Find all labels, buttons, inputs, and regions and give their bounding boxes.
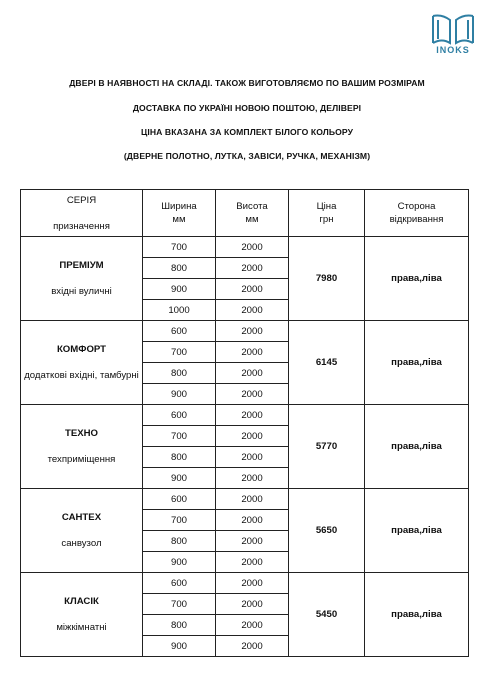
width-cell: 600 bbox=[143, 321, 216, 342]
heading-line-2: ДОСТАВКА ПО УКРАЇНІ НОВОЮ ПОШТОЮ, ДЕЛІВЕРІ bbox=[132, 103, 362, 113]
width-cell: 900 bbox=[143, 636, 216, 657]
header-price-unit: грн bbox=[319, 214, 334, 225]
series-cell-classic bbox=[21, 573, 143, 657]
height-cell: 2000 bbox=[216, 237, 289, 258]
series-name: КЛАСІК bbox=[64, 595, 99, 607]
series-name: ТЕХНО bbox=[64, 427, 99, 439]
heading-line-1: ДВЕРІ В НАЯВНОСТІ НА СКЛАДІ. ТАКОЖ ВИГОТОВЛЯЄМО ПО ВАШИМ РОЗМІРАМ bbox=[69, 78, 425, 88]
series-purpose: додаткові вхідні, тамбурні bbox=[24, 369, 139, 381]
header-width bbox=[143, 190, 216, 237]
header-price bbox=[289, 190, 365, 237]
header-purpose-label: призначення bbox=[53, 220, 110, 232]
width-cell: 900 bbox=[143, 468, 216, 489]
width-cell: 800 bbox=[143, 447, 216, 468]
side-cell: права,ліва bbox=[365, 489, 469, 573]
height-cell: 2000 bbox=[216, 342, 289, 363]
height-cell: 2000 bbox=[216, 300, 289, 321]
width-cell: 700 bbox=[143, 594, 216, 615]
table-row bbox=[21, 237, 469, 258]
logo-text: INOKS bbox=[436, 45, 470, 55]
header-side bbox=[365, 190, 469, 237]
series-purpose: техприміщення bbox=[47, 453, 116, 465]
header-series-label: СЕРІЯ bbox=[66, 194, 97, 206]
height-cell: 2000 bbox=[216, 384, 289, 405]
width-cell: 800 bbox=[143, 363, 216, 384]
header-price-label: Ціна bbox=[316, 201, 337, 212]
table-row bbox=[21, 489, 469, 510]
book-logo-icon bbox=[430, 12, 476, 46]
width-cell: 900 bbox=[143, 552, 216, 573]
series-name: САНТЕХ bbox=[61, 511, 102, 523]
series-purpose: міжкімнатні bbox=[56, 621, 107, 633]
height-cell: 2000 bbox=[216, 447, 289, 468]
width-cell: 600 bbox=[143, 573, 216, 594]
price-cell: 7980 bbox=[289, 237, 365, 321]
price-cell: 5770 bbox=[289, 405, 365, 489]
series-purpose: вхідні вуличні bbox=[51, 285, 112, 297]
series-purpose: санвузол bbox=[61, 537, 102, 549]
heading-line-4: (ДВЕРНЕ ПОЛОТНО, ЛУТКА, ЗАВІСИ, РУЧКА, МЕХАНІЗМ) bbox=[123, 151, 371, 161]
width-cell: 900 bbox=[143, 279, 216, 300]
side-cell: права,ліва bbox=[365, 237, 469, 321]
height-cell: 2000 bbox=[216, 258, 289, 279]
width-cell: 800 bbox=[143, 531, 216, 552]
price-cell: 5650 bbox=[289, 489, 365, 573]
header-width-unit: мм bbox=[172, 214, 186, 225]
series-name: ПРЕМІУМ bbox=[59, 259, 104, 271]
height-cell: 2000 bbox=[216, 573, 289, 594]
series-cell-santech bbox=[21, 489, 143, 573]
price-table bbox=[20, 189, 469, 657]
height-cell: 2000 bbox=[216, 279, 289, 300]
series-name: КОМФОРТ bbox=[56, 343, 107, 355]
series-cell-comfort bbox=[21, 321, 143, 405]
width-cell: 1000 bbox=[143, 300, 216, 321]
height-cell: 2000 bbox=[216, 552, 289, 573]
header-series bbox=[21, 190, 143, 237]
height-cell: 2000 bbox=[216, 594, 289, 615]
height-cell: 2000 bbox=[216, 321, 289, 342]
height-cell: 2000 bbox=[216, 468, 289, 489]
table-header-row bbox=[21, 190, 469, 237]
side-cell: права,ліва bbox=[365, 573, 469, 657]
height-cell: 2000 bbox=[216, 636, 289, 657]
width-cell: 900 bbox=[143, 384, 216, 405]
width-cell: 800 bbox=[143, 258, 216, 279]
side-cell: права,ліва bbox=[365, 321, 469, 405]
price-cell: 6145 bbox=[289, 321, 365, 405]
price-cell: 5450 bbox=[289, 573, 365, 657]
height-cell: 2000 bbox=[216, 426, 289, 447]
table-row bbox=[21, 405, 469, 426]
series-cell-techno bbox=[21, 405, 143, 489]
height-cell: 2000 bbox=[216, 615, 289, 636]
series-cell-premium bbox=[21, 237, 143, 321]
height-cell: 2000 bbox=[216, 510, 289, 531]
heading-line-3: ЦІНА ВКАЗАНА ЗА КОМПЛЕКТ БІЛОГО КОЛЬОРУ bbox=[140, 127, 354, 137]
height-cell: 2000 bbox=[216, 531, 289, 552]
width-cell: 700 bbox=[143, 426, 216, 447]
company-logo bbox=[426, 12, 480, 58]
height-cell: 2000 bbox=[216, 405, 289, 426]
width-cell: 600 bbox=[143, 489, 216, 510]
width-cell: 800 bbox=[143, 615, 216, 636]
height-cell: 2000 bbox=[216, 363, 289, 384]
header-width-label: Ширина bbox=[161, 201, 197, 212]
width-cell: 700 bbox=[143, 237, 216, 258]
header-side-label: Сторона bbox=[397, 201, 436, 212]
height-cell: 2000 bbox=[216, 489, 289, 510]
side-cell: права,ліва bbox=[365, 405, 469, 489]
header-height-unit: мм bbox=[245, 214, 259, 225]
header-height bbox=[216, 190, 289, 237]
table-row bbox=[21, 321, 469, 342]
table-row bbox=[21, 573, 469, 594]
width-cell: 700 bbox=[143, 510, 216, 531]
width-cell: 600 bbox=[143, 405, 216, 426]
width-cell: 700 bbox=[143, 342, 216, 363]
header-side-label-2: відкривання bbox=[389, 214, 444, 225]
header-height-label: Висота bbox=[236, 201, 268, 212]
